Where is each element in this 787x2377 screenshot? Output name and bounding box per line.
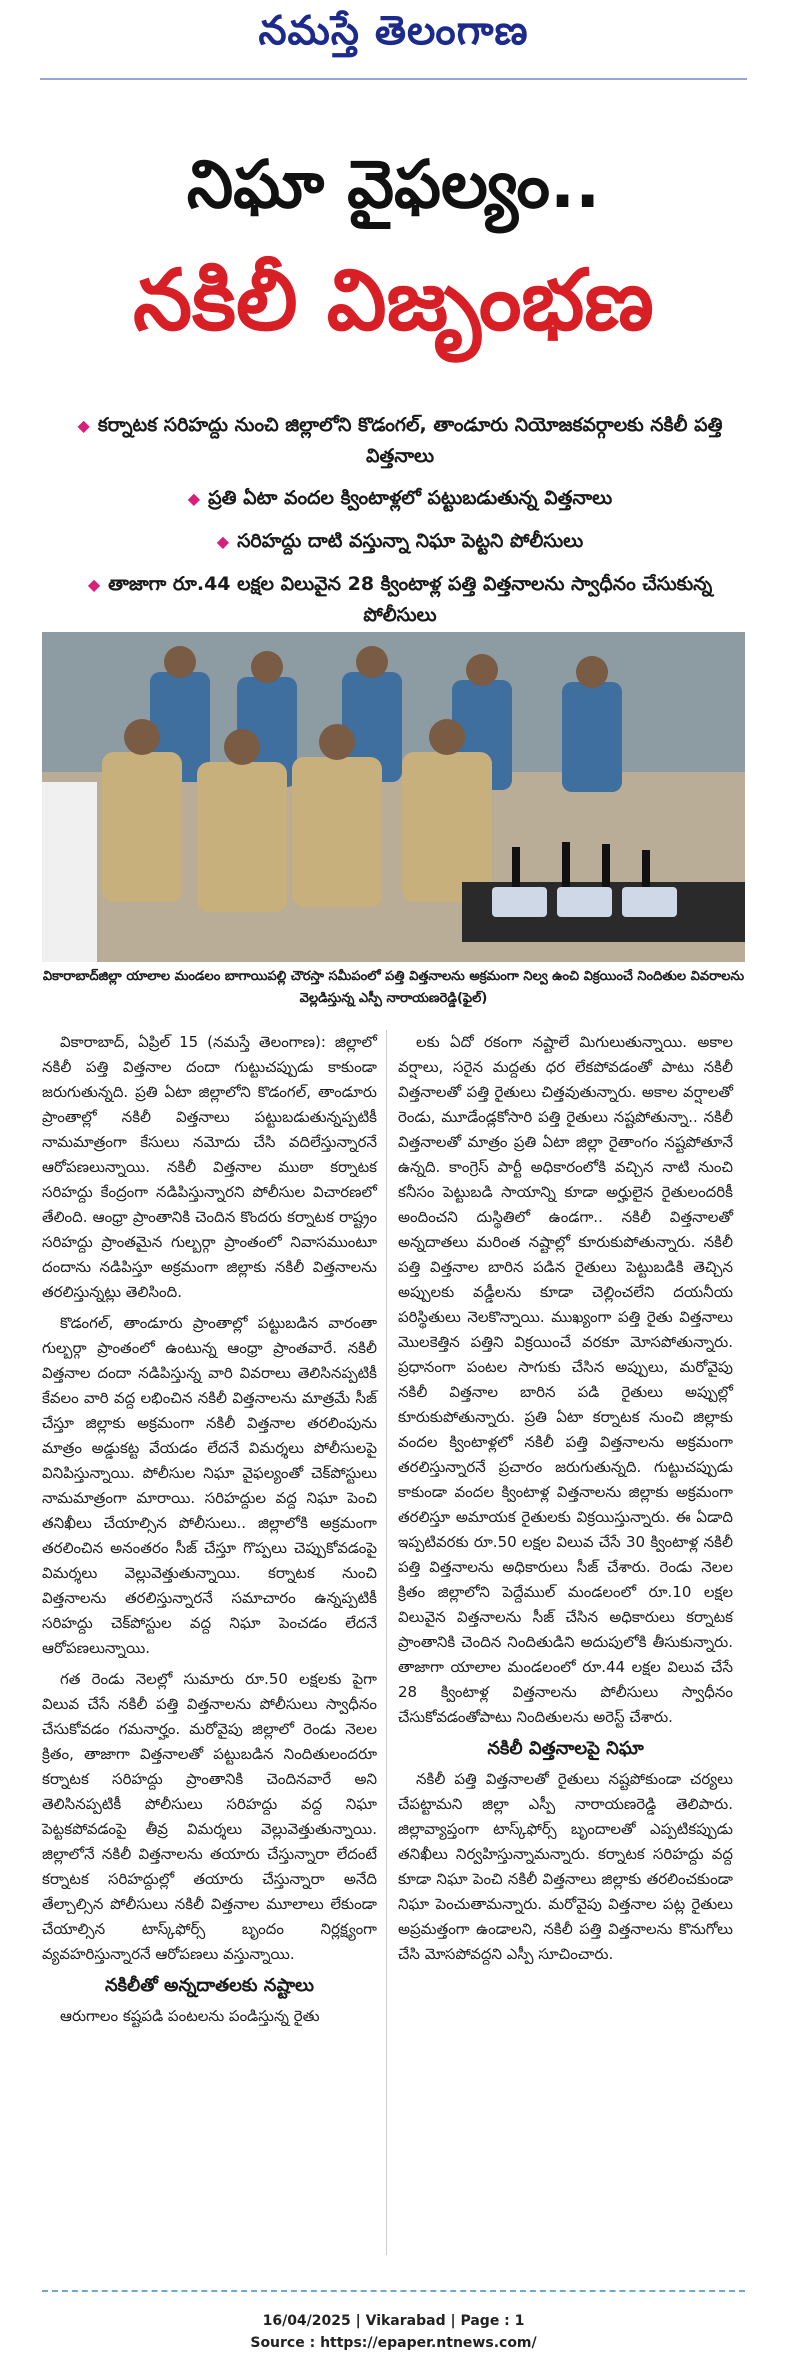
newspaper-masthead: నమస్తే తెలంగాణ [258, 8, 529, 54]
article-paragraph: ఆరుగాలం కష్టపడి పంటలను పండిస్తున్న రైతు [60, 2007, 320, 2025]
summary-bullet: ◆ కర్నాటక సరిహద్దు నుంచి జిల్లాలోని కొడంగల్, తాండూరు నియోజకవర్గాలకు నకిలీ పత్తి విత్తనాలు [77, 414, 723, 467]
footer-source-link[interactable]: Source : https://epaper.ntnews.com/ [250, 2335, 537, 2351]
footer-date-edition: 16/04/2025 | Vikarabad | Page : 1 [262, 2313, 525, 2329]
article-paragraph: నకిలీ పత్తి విత్తనాలతో రైతులు నష్టపోకుండా చర్యలు చేపట్టామని జిల్లా ఎస్పీ నారాయణరెడ్డి తెలిపారు. జిల్లావ్యాప్తంగా టాస్క్‌ఫోర్స్ బృందాలతో ఎప్పటికప్పుడు తనిఖీలు నిర్వహిస్తున్నామన్నారు. కర్నాటక సరిహద్దు వద్ద కూడా నిఘా పెంచి నకిలీ విత్తనాలు జిల్లాకు తరలించకుండా నిఘా పెంచుతామన్నారు. మరోవైపు విత్తనాల పట్ల రైతులు అప్రమత్తంగా ఉండాలని, నకిలీ పత్తి విత్తనాలను కొనుగోలు చేసి మోసపోవద్దని ఎస్పీ సూచించారు. [398, 1770, 733, 1963]
column-divider [386, 1030, 387, 2255]
summary-bullet: ◆ ప్రతి ఏటా వందల క్వింటాళ్లలో పట్టుబడుతున్న విత్తనాలు [187, 487, 613, 509]
news-photo [42, 632, 745, 962]
footer-rule [42, 2290, 745, 2292]
diamond-bullet-icon: ◆ [77, 416, 90, 435]
article-paragraph: గత రెండు నెలల్లో సుమారు రూ.50 లక్షలకు పైగా విలువ చేసే నకిలీ పత్తి విత్తనాలను పోలీసులు స్వాధీనం చేసుకోవడం గమనార్హం. మరోవైపు జిల్లాలో రెండు నెలల క్రితం, తాజాగా విత్తనాలతో పట్టుబడిన నిందితులందరూ కర్నాటక సరిహద్దు ప్రాంతానికి చెందినవారే అని తెలిసినప్పటికీ పోలీసులు సరిహద్దు వద్ద నిఘా పెట్టకపోవడంపై తీవ్ర విమర్శలు వెల్లువెత్తుతున్నాయి. జిల్లాలోనే నకిలీ విత్తనాలను తయారు చేస్తున్నారా లేదంటే కర్నాటక సరిహద్దుల్లో తయారు చేస్తున్నారా అనేది తేల్చాల్సిన పోలీసులు నకిలీ విత్తనాల మూలాలు లేకుండా చేయాల్సిన టాస్క్‌ఫోర్స్ బృందం నిర్లక్ష్యంగా వ్యవహరిస్తున్నారనే ఆరోపణలు వస్తున్నాయి. [42, 1670, 377, 1963]
headline-line2: నకిలీ విజృంభణ [133, 251, 654, 349]
headline-line1: నిఘా వైఫల్యం.. [186, 146, 601, 223]
article-subhead: నకిలీ విత్తనాలపై నిఘా [487, 1738, 644, 1759]
article-paragraph: కొడంగల్, తాండూరు ప్రాంతాల్లో పట్టుబడిన వారంతా గుల్బర్గా ప్రాంతంలో ఉంటున్న ఆంధ్రా ప్రాంతవారే. నకిలీ విత్తనాల దందా నడిపిస్తున్న వారి వివరాలు తెలిసినప్పటికీ కేవలం వారి వద్ద లభించిన నకిలీ విత్తనాలను మాత్రమే సీజ్ చేస్తూ జిల్లాకు అక్రమంగా నకిలీ విత్తనాల తరలింపును మాత్రం అడ్డుకట్ట వేయడం లేదనే విమర్శలు పోలీసులపై వినిపిస్తున్నాయి. పోలీసుల నిఘా వైఫల్యంతో చెక్‌పోస్టులు నామమాత్రంగా మారాయి. సరిహద్దుల వద్ద నిఘా పెంచి తనిఖీలు చేయాల్సిన పోలీసులు.. జిల్లాలోకి అక్రమంగా తరలించిన అనంతరం సీజ్ చేస్తూ గొప్పలు చెప్పుకోవడంపై విమర్శలు వెల్లువెత్తుతున్నాయి. కర్నాటక నుంచి విత్తనాలను తరలిస్తున్నారనే సమాచారం ఉన్నప్పటికీ సరిహద్దు చెక్‌పోస్టుల వద్ద నిఘా పెంచడం లేదనే ఆరోపణలున్నాయి. [42, 1314, 377, 1657]
article-column-right [398, 1030, 733, 1973]
article-paragraph: లకు ఏదో రకంగా నష్టాలే మిగులుతున్నాయి. అకాల వర్షాలు, సరైన మద్దతు ధర లేకపోవడంతో పాటు నకిలీ విత్తనాలతో పత్తి రైతులు చిత్తవుతున్నారు. అకాల వర్షాలతో రెండు, మూడేండ్లకోసారి పత్తి రైతులు నష్టపోతున్నా.. నకిలీ విత్తనాలతో మాత్రం ప్రతి ఏటా జిల్లా రైతాంగం నష్టపోతూనే ఉన్నది. కాంగ్రెస్ పార్టీ అధికారంలోకి వచ్చిన నాటి నుంచి కనీసం పెట్టుబడి సాయాన్ని కూడా అర్హులైన రైతులందరికీ అందించని దుస్థితిలో ఉండగా.. నకిలీ విత్తనాలతో అన్నదాతలు మరింత నష్టాల్లో కూరుకుపోతున్నారు. నకిలీ పత్తి విత్తనాల బారిన పడిన రైతులు పెట్టుబడికి తెచ్చిన అప్పులకు వడ్డీలను కూడా చెల్లించలేని దయనీయ పరిస్థితులు నెలకొన్నాయి. ముఖ్యంగా పత్తి రైతు విత్తనాలు మొలకెత్తిన పత్తిని విక్రయించే వరకూ మోసపోతున్నారు. ప్రధానంగా పంటల సాగుకు చేసిన అప్పులు, మరోవైపు నకిలీ విత్తనాల బారిన పడి రైతులు అప్పుల్లో కూరుకుపోతున్నారు. ప్రతి ఏటా కర్నాటక నుంచి జిల్లాకు వందల క్వింటాళ్లలో నకిలీ పత్తి విత్తనాలను అక్రమంగా తరలిస్తున్నారనే ప్రచారం జరుగుతున్నది. గుట్టుచప్పుడు కాకుండా వందల క్వింటాళ్ల విత్తనాలను జిల్లాకు అక్రమంగా తరలిస్తూ అమాయక రైతులకు విక్రయిస్తున్నారు. ఈ ఏడాది ఇప్పటివరకు రూ.50 లక్షల విలువ చేసే 30 క్వింటాళ్ల నకిలీ పత్తి విత్తనాలను అధికారులు సీజ్ చేశారు. రెండు నెలల క్రితం జిల్లాలోని పెద్దేముల్ మండలంలో రూ.10 లక్షల విలువైన విత్తనాలను సీజ్ చేసిన అధికారులు కర్నాటక ప్రాంతానికి చెందిన నిందితుడిని అదుపులోకి తీసుకున్నారు. తాజాగా యాలాల మండలంలో రూ.44 లక్షల విలువ చేసే 28 క్వింటాళ్ల విత్తనాలను పోలీసులు స్వాధీనం చేసుకోవడంతోపాటు నిందితులను అరెస్ట్ చేశారు. [398, 1033, 733, 1726]
article-subhead: నకిలీతో అన్నదాతలకు నష్టాలు [104, 1975, 314, 1996]
diamond-bullet-icon: ◆ [87, 575, 101, 594]
article-paragraph: వికారాబాద్, ఏప్రిల్ 15 (నమస్తే తెలంగాణ): జిల్లాలో నకిలీ పత్తి విత్తనాల దందా గుట్టుచప్పుడు కాకుండా జరుగుతున్నది. ప్రతి ఏటా జిల్లాలోని కొడంగల్, తాండూరు ప్రాంతాల్లో నకిలీ విత్తనాలు పట్టుబడుతున్నప్పటికీ నామమాత్రంగా కేసులు నమోదు చేసి వదిలేస్తున్నారనే ఆరోపణలున్నాయి. నకిలీ విత్తనాల ముఠా కర్నాటక సరిహద్దు కేంద్రంగా నడిపిస్తున్నారని పోలీసుల విచారణలో తేలింది. ఆంధ్రా ప్రాంతానికి చెందిన కొందరు కర్నాటక రాష్ట్రం సరిహద్దు ప్రాంతమైన గుల్బర్గా ప్రాంతంలో నివాసముంటూ దందాను నడిపిస్తూ అక్రమంగా జిల్లాకు నకిలీ విత్తనాలను తరలిస్తున్నట్లు తెలిసింది. [42, 1033, 377, 1301]
article-column-left [42, 1030, 377, 2035]
diamond-bullet-icon: ◆ [216, 532, 230, 551]
summary-bullet: ◆ తాజాగా రూ.44 లక్షల విలువైన 28 క్వింటాళ్ల పత్తి విత్తనాలను స్వాధీనం చేసుకున్న పోలీసులు [87, 573, 713, 626]
summary-bullet: ◆ సరిహద్దు దాటి వస్తున్నా నిఘా పెట్టని పోలీసులు [216, 530, 584, 552]
photo-illustration [42, 632, 745, 962]
photo-caption: వికారాబాద్‌జిల్లా యాలాల మండలం బాగాయిపల్లి చౌరస్తా సమీపంలో పత్తి విత్తనాలను అక్రమంగా నిల్వ ఉంచి విక్రయించే నిందితుల వివరాలను వెల్లడిస్తున్న ఎస్పీ నారాయణరెడ్డి(ఫైల్) [42, 969, 745, 1006]
summary-bullets [60, 410, 740, 642]
page-footer [0, 2310, 787, 2354]
diamond-bullet-icon: ◆ [187, 489, 201, 508]
masthead-rule [40, 78, 747, 80]
